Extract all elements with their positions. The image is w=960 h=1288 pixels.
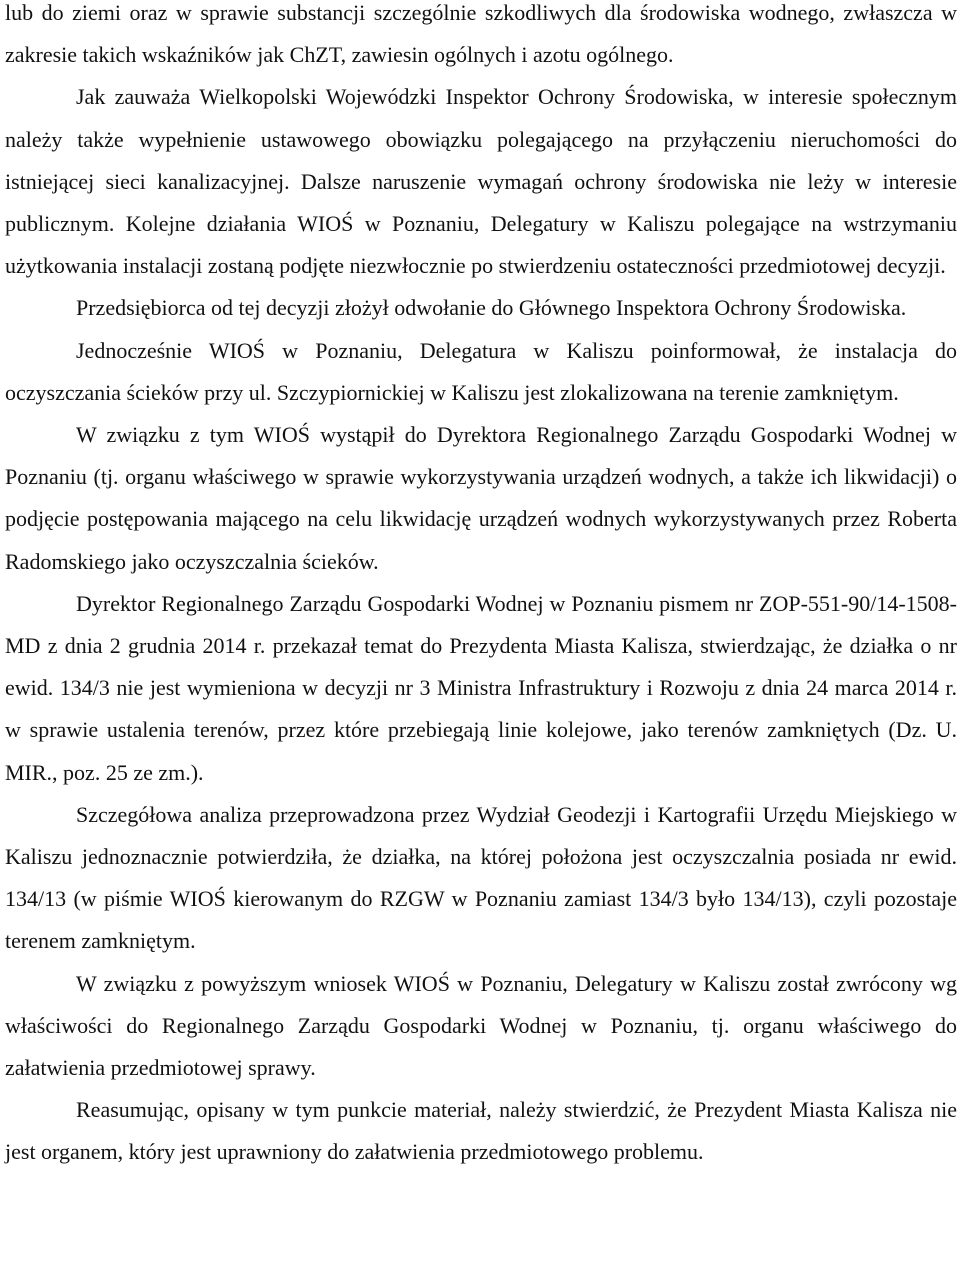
paragraph: Jak zauważa Wielkopolski Wojewódzki Inspektor Ochrony Środowiska, w interesie społecznym należy także wypełnienie ustawowego obowiązku polegającego na przyłączeniu nieruchomości do istniejącej sieci kanalizacyjnej. Dalsze naruszenie wymagań ochrony środowiska nie leży w interesie publicznym. Kolejne działania WIOŚ w Poznaniu, Delegatury w Kaliszu polegające na wstrzymaniu użytkowania instalacji zostaną podjęte niezwłocznie po stwierdzeniu ostateczności przedmiotowej decyzji. bbox=[5, 84, 957, 279]
paragraph: Jednocześnie WIOŚ w Poznaniu, Delegatura w Kaliszu poinformował, że instalacja do oczyszczania ścieków przy ul. Szczypiornickiej w Kaliszu jest zlokalizowana na terenie zamkniętym. bbox=[5, 337, 957, 405]
paragraph: Przedsiębiorca od tej decyzji złożył odwołanie do Głównego Inspektora Ochrony Środowiska. bbox=[76, 295, 907, 321]
paragraph: Dyrektor Regionalnego Zarządu Gospodarki Wodnej w Poznaniu pismem nr ZOP-551-90/14-1508-MD z dnia 2 grudnia 2014 r. przekazał temat do Prezydenta Miasta Kalisza, stwierdzając, że działka o nr ewid. 134/3 nie jest wymieniona w decyzji nr 3 Ministra Infrastruktury i Rozwoju z dnia 24 marca 2014 r. w sprawie ustalenia terenów, przez które przebiegają linie kolejowe, jako terenów zamkniętych (Dz. U. MIR., poz. 25 ze zm.). bbox=[5, 590, 957, 785]
paragraph: lub do ziemi oraz w sprawie substancji szczególnie szkodliwych dla środowiska wodnego, zwłaszcza w zakresie takich wskaźników jak ChZT, zawiesin ogólnych i azotu ogólnego. bbox=[5, 0, 957, 68]
paragraph: Szczegółowa analiza przeprowadzona przez Wydział Geodezji i Kartografii Urzędu Miejskiego w Kaliszu jednoznacznie potwierdziła, że działka, na której położona jest oczyszczalnia posiada nr ewid. 134/13 (w piśmie WIOŚ kierowanym do RZGW w Poznaniu zamiast 134/3 było 134/13), czyli pozostaje terenem zamkniętym. bbox=[5, 801, 957, 954]
paragraph: Reasumując, opisany w tym punkcie materiał, należy stwierdzić, że Prezydent Miasta Kalisza nie jest organem, który jest uprawniony do załatwienia przedmiotowego problemu. bbox=[5, 1097, 957, 1165]
paragraph: W związku z powyższym wniosek WIOŚ w Poznaniu, Delegatury w Kaliszu został zwrócony wg właściwości do Regionalnego Zarządu Gospodarki Wodnej w Poznaniu, tj. organu właściwego do załatwienia przedmiotowej sprawy. bbox=[5, 970, 957, 1081]
paragraph: W związku z tym WIOŚ wystąpił do Dyrektora Regionalnego Zarządu Gospodarki Wodnej w Poznaniu (tj. organu właściwego w sprawie wykorzystywania urządzeń wodnych, a także ich likwidacji) o podjęcie postępowania mającego na celu likwidację urządzeń wodnych wykorzystywanych przez Roberta Radomskiego jako oczyszczalnia ścieków. bbox=[5, 422, 957, 574]
